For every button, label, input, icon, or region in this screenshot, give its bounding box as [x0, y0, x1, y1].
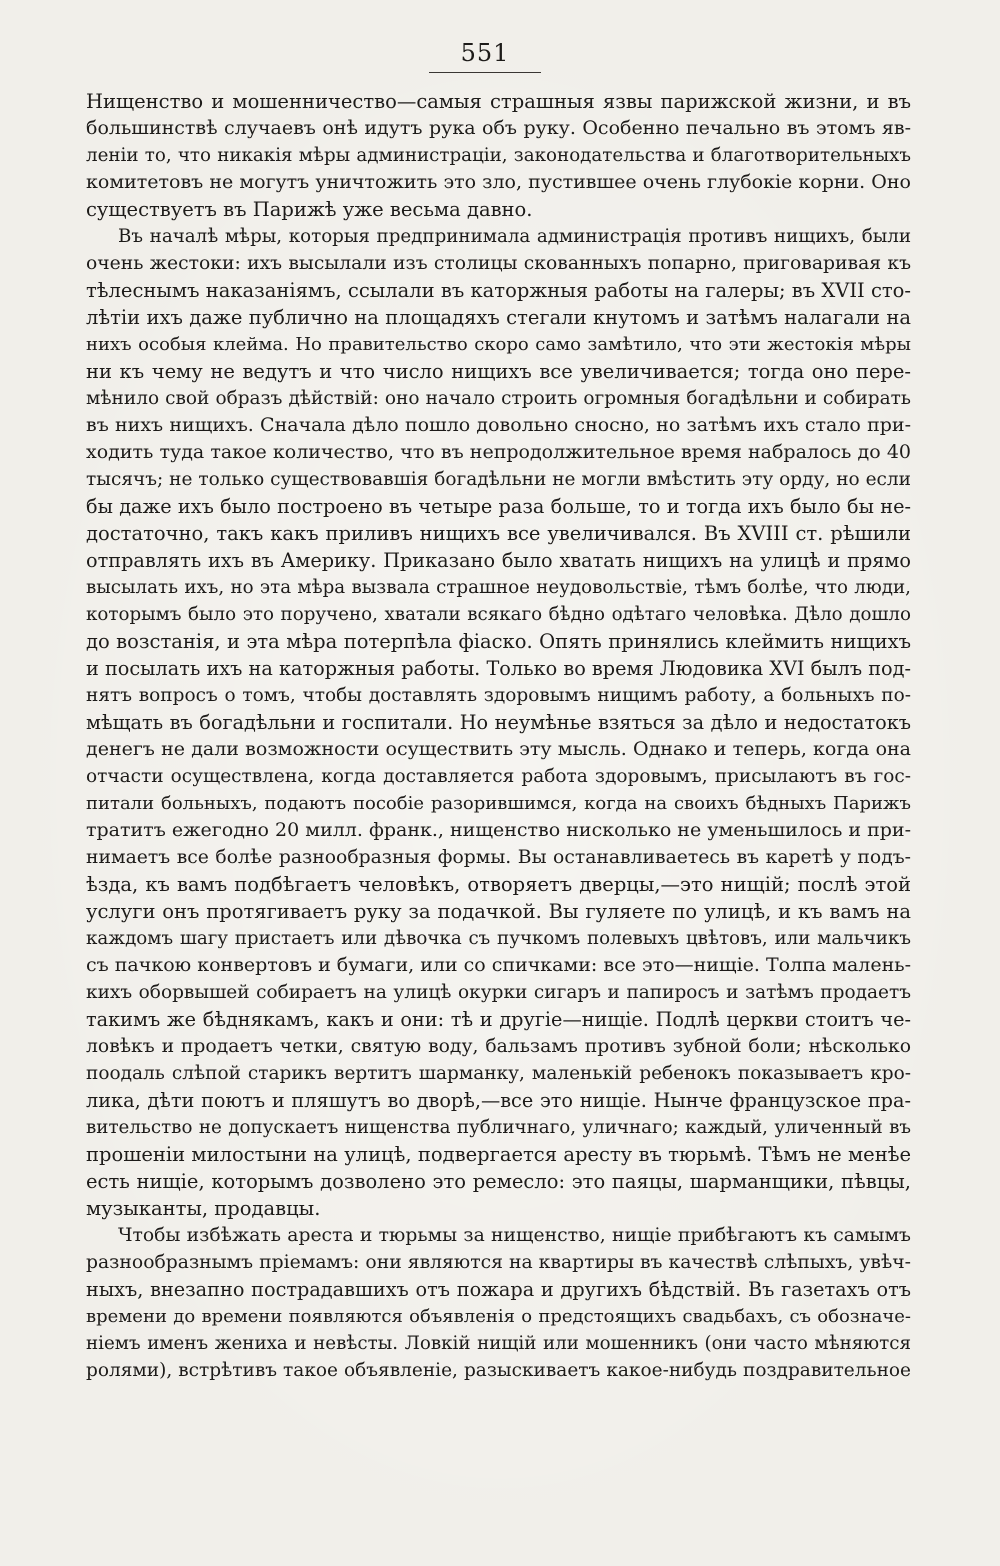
text-line: Въ началѣ мѣры, которыя предпринимала администрація противъ нищихъ, были — [118, 226, 911, 247]
text-line: большинствѣ случаевъ онѣ идутъ рука объ руку. Особенно печально въ этомъ яв- — [86, 117, 911, 139]
text-line: нимаетъ все болѣе разнообразныя формы. Вы останавливаетесь въ каретѣ у подъ- — [86, 847, 911, 868]
text-line: прошеніи милостыни на улицѣ, подвергается аресту въ тюрьмѣ. Тѣмъ не менѣе — [86, 1143, 911, 1166]
text-line: услуги онъ протягиваетъ руку за подачкой. Вы гуляете по улицѣ, и къ вамъ на — [86, 900, 911, 923]
text-line: леніи то, что никакія мѣры администраціи, законодательства и благотворительныхъ — [86, 145, 911, 166]
text-line: времени до времени появляются объявленія о предстоящихъ свадьбахъ, съ обозначе- — [86, 1306, 911, 1327]
text-line: тысячъ; не только существовавшія богадѣльни не могли вмѣстить эту орду, но если — [86, 469, 911, 490]
body-text — [86, 88, 911, 1384]
text-line: достаточно, такъ какъ приливъ нищихъ все увеличивался. Въ XVIII ст. рѣшили — [86, 522, 911, 545]
text-line: тратитъ ежегодно 20 милл. франк., нищенство нисколько не уменьшилось и при- — [86, 819, 911, 841]
text-line: лѣтіи ихъ даже публично на площадяхъ стегали кнутомъ и затѣмъ налагали на — [86, 306, 911, 329]
text-line: которымъ было это поручено, хватали всякаго бѣдно одѣтаго человѣка. Дѣло дошло — [86, 604, 911, 625]
text-line: вительство не допускаетъ нищенства публичнаго, уличнаго; каждый, уличенный въ — [86, 1117, 911, 1138]
text-line: ныхъ, внезапно пострадавшихъ отъ пожара и другихъ бѣдствій. Въ газетахъ отъ — [86, 1278, 911, 1301]
text-line: ніемъ именъ жениха и невѣсты. Ловкій нищій или мошенникъ (они часто мѣняются — [86, 1333, 911, 1354]
text-line: существуетъ въ Парижѣ уже весьма давно. — [86, 198, 533, 221]
text-line: съ пачкою конвертовъ и бумаги, или со спичками: все это—нищіе. Толпа малень- — [86, 954, 911, 976]
page-number: 551 — [460, 39, 510, 67]
text-line: ходить туда такое количество, что въ непродолжительное время набралось до 40 — [86, 441, 911, 463]
text-line: бы даже ихъ было построено въ четыре раза больше, то и тогда ихъ было бы не- — [86, 495, 911, 518]
text-line: въ нихъ нищихъ. Сначала дѣло пошло довольно сносно, но затѣмъ ихъ стало при- — [86, 414, 911, 436]
text-line: отправлять ихъ въ Америку. Приказано было хватать нищихъ на улицѣ и прямо — [86, 549, 911, 572]
text-line: есть нищіе, которымъ дозволено это ремесло: это паяцы, шарманщики, пѣвцы, — [86, 1170, 911, 1193]
text-line: разнообразнымъ пріемамъ: они являются на квартиры въ качествѣ слѣпыхъ, увѣч- — [86, 1252, 911, 1273]
text-line: Нищенство и мошенничество—самыя страшныя язвы парижской жизни, и въ — [86, 90, 911, 113]
text-line: поодаль слѣпой старикъ вертитъ шарманку, маленькій ребенокъ показываетъ кро- — [86, 1063, 911, 1084]
text-line: ѣзда, къ вамъ подбѣгаетъ человѣкъ, отворяетъ дверцы,—это нищій; послѣ этой — [86, 873, 911, 896]
text-line: нихъ особыя клейма. Но правительство скоро само замѣтило, что эти жестокія мѣры — [86, 334, 911, 355]
text-line: каждомъ шагу пристаетъ или дѣвочка съ пучкомъ полевыхъ цвѣтовъ, или мальчикъ — [86, 928, 911, 949]
text-line: ни къ чему не ведутъ и что число нищихъ все увеличивается; тогда оно пере- — [86, 360, 911, 383]
header-rule — [429, 72, 541, 73]
text-line: комитетовъ не могутъ уничтожить это зло, пустившее очень глубокіе корни. Оно — [86, 171, 911, 193]
text-line: Чтобы избѣжать ареста и тюрьмы за нищенство, нищіе прибѣгаютъ къ самымъ — [118, 1225, 911, 1246]
text-line: отчасти осуществлена, когда доставляется работа здоровымъ, присылаютъ въ гос- — [86, 766, 911, 787]
text-line: музыканты, продавцы. — [86, 1197, 321, 1220]
text-line: до возстанія, и эта мѣра потерпѣла фіаско. Опять принялись клеймить нищихъ — [86, 630, 911, 653]
text-line: лика, дѣти поютъ и пляшутъ во дворѣ,—все это нищіе. Нынче французское пра- — [86, 1089, 911, 1112]
text-line: кихъ оборвышей собираетъ на улицѣ окурки сигаръ и папиросъ и затѣмъ продаетъ — [86, 982, 911, 1003]
text-line: очень жестоки: ихъ высылали изъ столицы скованныхъ попарно, приговаривая къ — [86, 253, 911, 274]
text-line: мѣнило свой образъ дѣйствій: оно начало строить огромныя богадѣльни и собирать — [86, 388, 911, 409]
text-line: мѣщать въ богадѣльни и госпитали. Но неумѣнье взяться за дѣло и недостатокъ — [86, 711, 911, 734]
text-line: питали больныхъ, подаютъ пособіе разорившимся, когда на своихъ бѣдныхъ Парижъ — [86, 793, 911, 814]
text-line: нятъ вопросъ о томъ, чтобы доставлять здоровымъ нищимъ работу, а больныхъ по- — [86, 685, 911, 706]
text-line: и посылать ихъ на каторжныя работы. Только во время Людовика XVI былъ под- — [86, 657, 911, 680]
text-line: денегъ не дали возможности осуществить эту мысль. Однако и теперь, когда она — [86, 738, 911, 760]
text-line: тѣлеснымъ наказаніямъ, ссылали въ каторжныя работы на галеры; въ XVII сто- — [86, 279, 911, 302]
text-line: ролями), встрѣтивъ такое объявленіе, разыскиваетъ какое-нибудь поздравительное — [86, 1360, 911, 1381]
text-line: такимъ же бѣднякамъ, какъ и они: тѣ и другіе—нищіе. Подлѣ церкви стоитъ че- — [86, 1008, 911, 1031]
text-line: высылать ихъ, но эта мѣра вызвала страшное неудовольствіе, тѣмъ болѣе, что люди, — [86, 577, 911, 598]
text-line: ловѣкъ и продаетъ четки, святую воду, бальзамъ противъ зубной боли; нѣсколько — [86, 1036, 911, 1057]
